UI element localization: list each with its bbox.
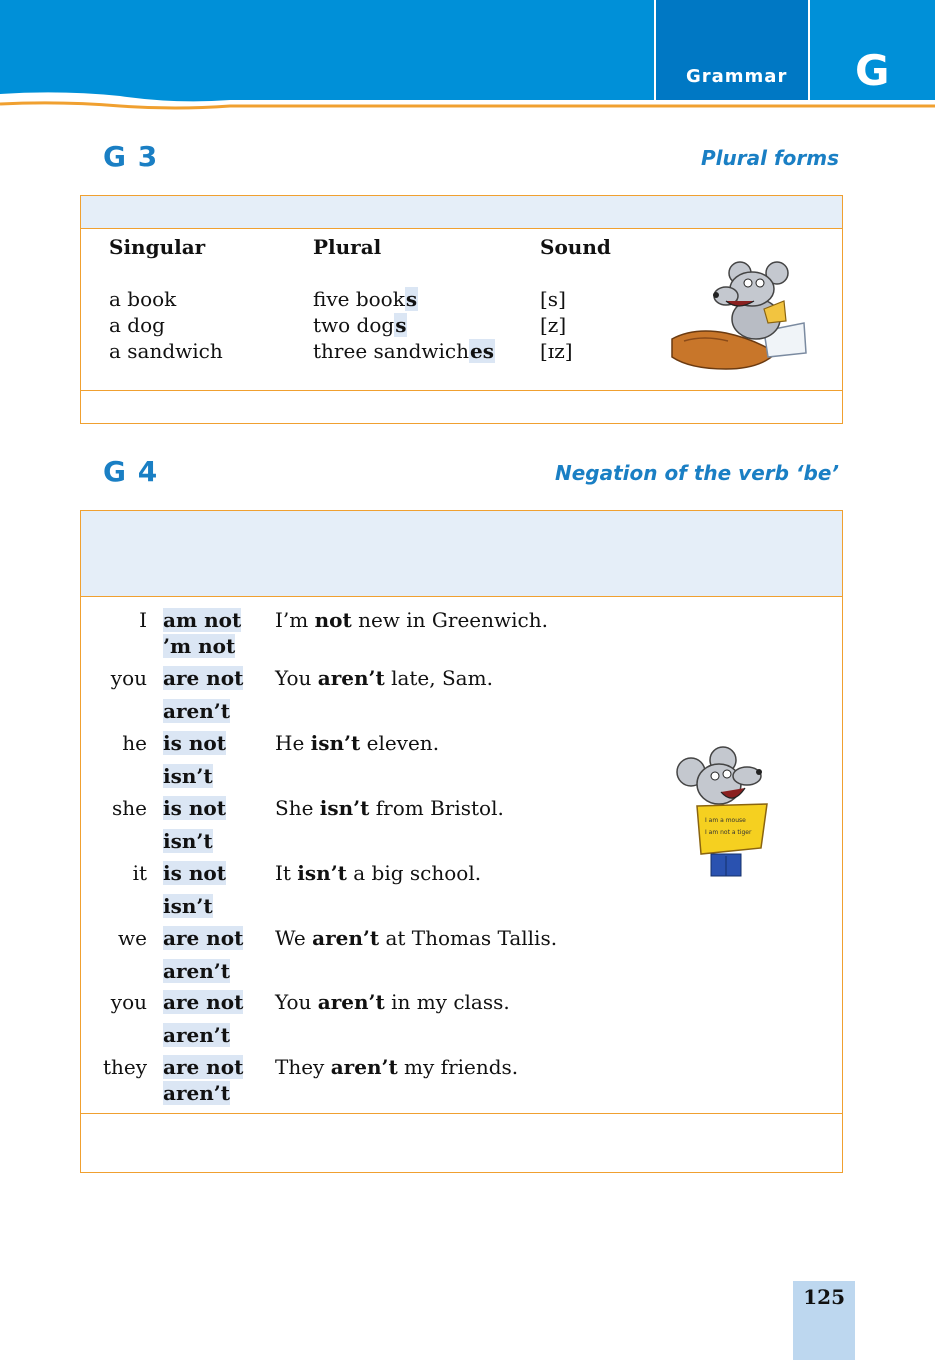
g3-box — [80, 195, 843, 424]
g3-title: Plural forms — [701, 146, 839, 170]
g4-box — [80, 510, 843, 1173]
g4-long-5: is not — [163, 861, 226, 885]
g3-singular-3: a sandwich — [109, 339, 223, 363]
g4-short-6: aren’t — [163, 959, 230, 983]
g4-example-6: We aren’t at Thomas Tallis. — [275, 926, 558, 950]
g3-bottom-band — [81, 390, 842, 423]
page-header — [0, 0, 935, 112]
g3-singular-2: a dog — [109, 313, 165, 337]
g4-pronoun-8: they — [102, 1055, 147, 1079]
g4-long-4: is not — [163, 796, 226, 820]
g4-short-8: aren’t — [163, 1081, 230, 1105]
g4-short-5: isn’t — [163, 894, 213, 918]
header-banner — [0, 0, 935, 112]
mouse-with-sign-icon — [675, 746, 775, 886]
sign-line-2: I am not a tiger — [705, 829, 752, 836]
sign-line-1: I am a mouse — [705, 817, 746, 824]
header-section-letter: G — [855, 46, 890, 95]
g4-number: G 4 — [103, 455, 159, 488]
g3-plural-2: two dogs — [313, 313, 407, 337]
g3-sound-3: [ɪz] — [540, 339, 573, 363]
g3-number: G 3 — [103, 140, 159, 173]
g3-sound-1: [s] — [540, 287, 566, 311]
g4-example-7: You aren’t in my class. — [275, 990, 510, 1014]
g4-example-4: She isn’t from Bristol. — [275, 796, 504, 820]
g4-example-3: He isn’t eleven. — [275, 731, 440, 755]
g4-long-3: is not — [163, 731, 226, 755]
g4-short-1: ’m not — [163, 634, 236, 658]
g4-pronoun-7: you — [110, 990, 147, 1014]
g4-example-8: They aren’t my friends. — [275, 1055, 519, 1079]
g4-example-5: It isn’t a big school. — [275, 861, 482, 885]
g4-example-1: I’m not new in Greenwich. — [275, 608, 548, 632]
g3-singular-1: a book — [109, 287, 177, 311]
g3-col-sound: Sound — [540, 235, 611, 259]
g4-long-8: are not — [163, 1055, 244, 1079]
g3-col-plural: Plural — [313, 235, 382, 259]
g4-long-1: am not — [163, 608, 242, 632]
g3-plural-1: five books — [313, 287, 418, 311]
page-number: 125 — [803, 1285, 845, 1309]
header-section-title: Grammar — [686, 66, 788, 87]
g4-pronoun-6: we — [118, 926, 147, 950]
g3-top-band — [81, 196, 842, 229]
g4-long-7: are not — [163, 990, 244, 1014]
g4-short-7: aren’t — [163, 1023, 230, 1047]
g4-short-2: aren’t — [163, 699, 230, 723]
g4-bottom-band — [81, 1113, 842, 1172]
g4-short-3: isn’t — [163, 764, 213, 788]
g4-long-6: are not — [163, 926, 244, 950]
g3-col-singular: Singular — [109, 235, 206, 259]
g4-pronoun-5: it — [132, 861, 147, 885]
g4-short-4: isn’t — [163, 829, 213, 853]
g4-top-band — [81, 511, 842, 597]
g4-example-2: You aren’t late, Sam. — [275, 666, 493, 690]
g3-plural-3: three sandwiches — [313, 339, 494, 363]
page-number-tab — [793, 1281, 855, 1360]
g4-pronoun-2: you — [110, 666, 147, 690]
g4-pronoun-4: she — [112, 796, 147, 820]
g3-sound-2: [z] — [540, 313, 567, 337]
mouse-eating-icon — [664, 261, 814, 376]
g4-title: Negation of the verb ‘be’ — [554, 461, 839, 485]
g4-pronoun-1: I — [139, 608, 147, 632]
g4-pronoun-3: he — [122, 731, 147, 755]
g4-long-2: are not — [163, 666, 244, 690]
